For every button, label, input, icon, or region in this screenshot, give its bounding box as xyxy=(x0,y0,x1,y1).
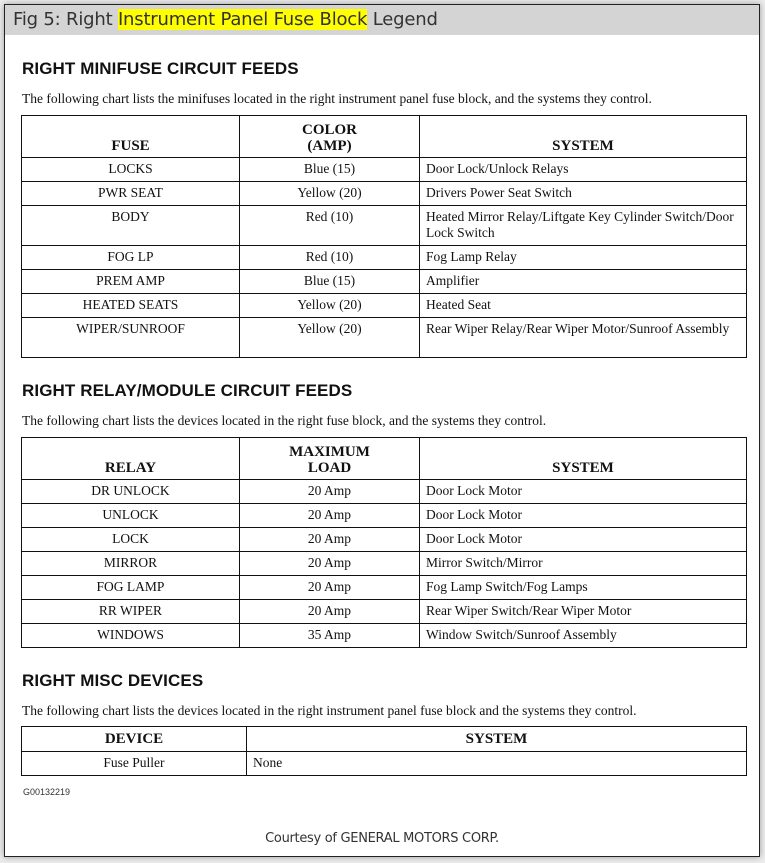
cell-fuse: WIPER/SUNROOF xyxy=(22,318,240,358)
minifuse-heading: RIGHT MINIFUSE CIRCUIT FEEDS xyxy=(22,59,299,78)
figure-frame xyxy=(4,4,760,857)
table-header-row xyxy=(22,727,747,752)
cell-relay: DR UNLOCK xyxy=(22,480,240,504)
cell-system: Amplifier xyxy=(420,270,747,294)
relay-heading: RIGHT RELAY/MODULE CIRCUIT FEEDS xyxy=(22,381,353,400)
misc-heading: RIGHT MISC DEVICES xyxy=(22,671,204,690)
header-relay: RELAY xyxy=(22,438,240,480)
title-prefix: Fig 5: Right xyxy=(13,9,118,30)
table-row xyxy=(22,206,747,246)
minifuse-description: The following chart lists the minifuses located in the right instrument panel fuse block, and the systems they control. xyxy=(22,91,652,106)
figure-id: G00132219 xyxy=(23,787,71,797)
cell-system: Door Lock/Unlock Relays xyxy=(420,158,747,182)
misc-table xyxy=(21,726,747,776)
cell-relay: MIRROR xyxy=(22,552,240,576)
table-row xyxy=(22,182,747,206)
table-row xyxy=(22,504,747,528)
cell-device: Fuse Puller xyxy=(22,752,247,776)
table-row xyxy=(22,624,747,648)
cell-system: Drivers Power Seat Switch xyxy=(420,182,747,206)
cell-color: Yellow (20) xyxy=(240,318,420,358)
cell-system: Door Lock Motor xyxy=(420,504,747,528)
cell-color: Yellow (20) xyxy=(240,294,420,318)
cell-load: 20 Amp xyxy=(240,552,420,576)
header-color-line1: COLOR xyxy=(301,122,357,138)
cell-system: Door Lock Motor xyxy=(420,528,747,552)
table-header-row xyxy=(22,116,747,158)
cell-fuse: BODY xyxy=(22,206,240,246)
cell-color: Yellow (20) xyxy=(240,182,420,206)
header-system: SYSTEM xyxy=(420,438,747,480)
table-row xyxy=(22,552,747,576)
cell-system: Rear Wiper Relay/Rear Wiper Motor/Sunroof Assembly xyxy=(420,318,747,358)
cell-system: Window Switch/Sunroof Assembly xyxy=(420,624,747,648)
cell-load: 20 Amp xyxy=(240,504,420,528)
title-suffix: Legend xyxy=(367,9,438,30)
table-row xyxy=(22,576,747,600)
minifuse-table xyxy=(21,115,747,358)
cell-relay: LOCK xyxy=(22,528,240,552)
header-load-line1: MAXIMUM xyxy=(289,444,370,460)
courtesy-credit: Courtesy of GENERAL MOTORS CORP. xyxy=(265,831,499,846)
table-row xyxy=(22,600,747,624)
cell-fuse: PREM AMP xyxy=(22,270,240,294)
cell-color: Blue (15) xyxy=(240,158,420,182)
table-row xyxy=(22,270,747,294)
title-highlight: Instrument Panel Fuse Block xyxy=(117,9,368,30)
header-max-load xyxy=(240,438,420,480)
table-row xyxy=(22,480,747,504)
misc-description: The following chart lists the devices located in the right instrument panel fuse block and the systems they control. xyxy=(22,703,637,718)
header-device: DEVICE xyxy=(22,727,247,752)
cell-system: Heated Mirror Relay/Liftgate Key Cylinder Switch/Door Lock Switch xyxy=(420,206,747,246)
table-row xyxy=(22,528,747,552)
cell-system: Heated Seat xyxy=(420,294,747,318)
cell-load: 20 Amp xyxy=(240,480,420,504)
cell-system: Fog Lamp Relay xyxy=(420,246,747,270)
figure-title xyxy=(5,5,759,35)
cell-color: Red (10) xyxy=(240,206,420,246)
header-color-line2: (AMP) xyxy=(307,138,352,154)
header-fuse: FUSE xyxy=(22,116,240,158)
cell-load: 20 Amp xyxy=(240,600,420,624)
cell-load: 20 Amp xyxy=(240,576,420,600)
cell-color: Red (10) xyxy=(240,246,420,270)
relay-table xyxy=(21,437,747,648)
cell-system: Mirror Switch/Mirror xyxy=(420,552,747,576)
cell-relay: FOG LAMP xyxy=(22,576,240,600)
table-row xyxy=(22,246,747,270)
cell-system: Rear Wiper Switch/Rear Wiper Motor xyxy=(420,600,747,624)
cell-relay: WINDOWS xyxy=(22,624,240,648)
cell-relay: RR WIPER xyxy=(22,600,240,624)
table-row xyxy=(22,752,747,776)
table-row xyxy=(22,318,747,358)
header-system: SYSTEM xyxy=(420,116,747,158)
header-load-line2: LOAD xyxy=(307,460,352,476)
cell-load: 35 Amp xyxy=(240,624,420,648)
cell-system: Fog Lamp Switch/Fog Lamps xyxy=(420,576,747,600)
table-row xyxy=(22,294,747,318)
cell-relay: UNLOCK xyxy=(22,504,240,528)
cell-fuse: PWR SEAT xyxy=(22,182,240,206)
cell-fuse: FOG LP xyxy=(22,246,240,270)
cell-system: Door Lock Motor xyxy=(420,480,747,504)
cell-system: None xyxy=(247,752,747,776)
header-color-amp xyxy=(240,116,420,158)
cell-color: Blue (15) xyxy=(240,270,420,294)
relay-description: The following chart lists the devices located in the right fuse block, and the systems they control. xyxy=(22,413,547,428)
header-system: SYSTEM xyxy=(247,727,747,752)
table-header-row xyxy=(22,438,747,480)
cell-fuse: LOCKS xyxy=(22,158,240,182)
table-row xyxy=(22,158,747,182)
cell-load: 20 Amp xyxy=(240,528,420,552)
cell-fuse: HEATED SEATS xyxy=(22,294,240,318)
